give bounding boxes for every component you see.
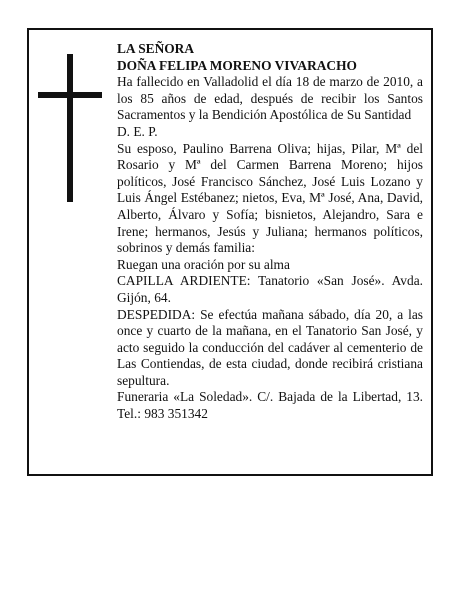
funeral-info: DESPEDIDA: Se efectúa mañana sábado, día 20, a las once y cuarto de la mañana, en el Tanatorio San José, y acto seguido la conducción del cadáver al cementerio de Las Contiendas, de esta ciudad, donde recibirá cristiana sepultura. xyxy=(117,306,423,388)
chapel-info: CAPILLA ARDIENTE: Tanatorio «San José». Avda. Gijón, 64. xyxy=(117,273,423,305)
rip-text: D. E. P. xyxy=(117,123,158,139)
obituary-text xyxy=(117,41,423,423)
deceased-name: DOÑA FELIPA MORENO VIVARACHO xyxy=(117,57,357,73)
death-announcement: Ha fallecido en Valladolid el día 18 de marzo de 2010, a los 85 años de edad, después de recibir los Santos Sacramentos y la Bendición Apostólica de Su Santidad xyxy=(117,74,423,123)
family-list: Su esposo, Paulino Barrena Oliva; hijas, Pilar, Mª del Rosario y Mª del Carmen Barrena Moreno; hijos políticos, José Francisco Sánchez, José Luis Lozano y Luis Ángel Estébanez; nietos, Eva, Mª José, Ana, David, Alberto, Álvaro y Sofía; bisnietos, Alejandro, Sara e Irene; hermanos, Jesús y Juliana; hermanos políticos, sobrinos y demás familia: xyxy=(117,140,423,256)
prayer-request: Ruegan una oración por su alma xyxy=(117,256,290,272)
cross-vertical-bar xyxy=(67,54,73,202)
obituary-notice xyxy=(27,28,433,476)
cross-horizontal-bar xyxy=(38,92,102,98)
notice-heading: LA SEÑORA xyxy=(117,41,195,56)
funeral-home-info: Funeraria «La Soledad». C/. Bajada de la Libertad, 13. Tel.: 983 351342 xyxy=(117,389,423,422)
latin-cross-icon xyxy=(38,54,102,202)
